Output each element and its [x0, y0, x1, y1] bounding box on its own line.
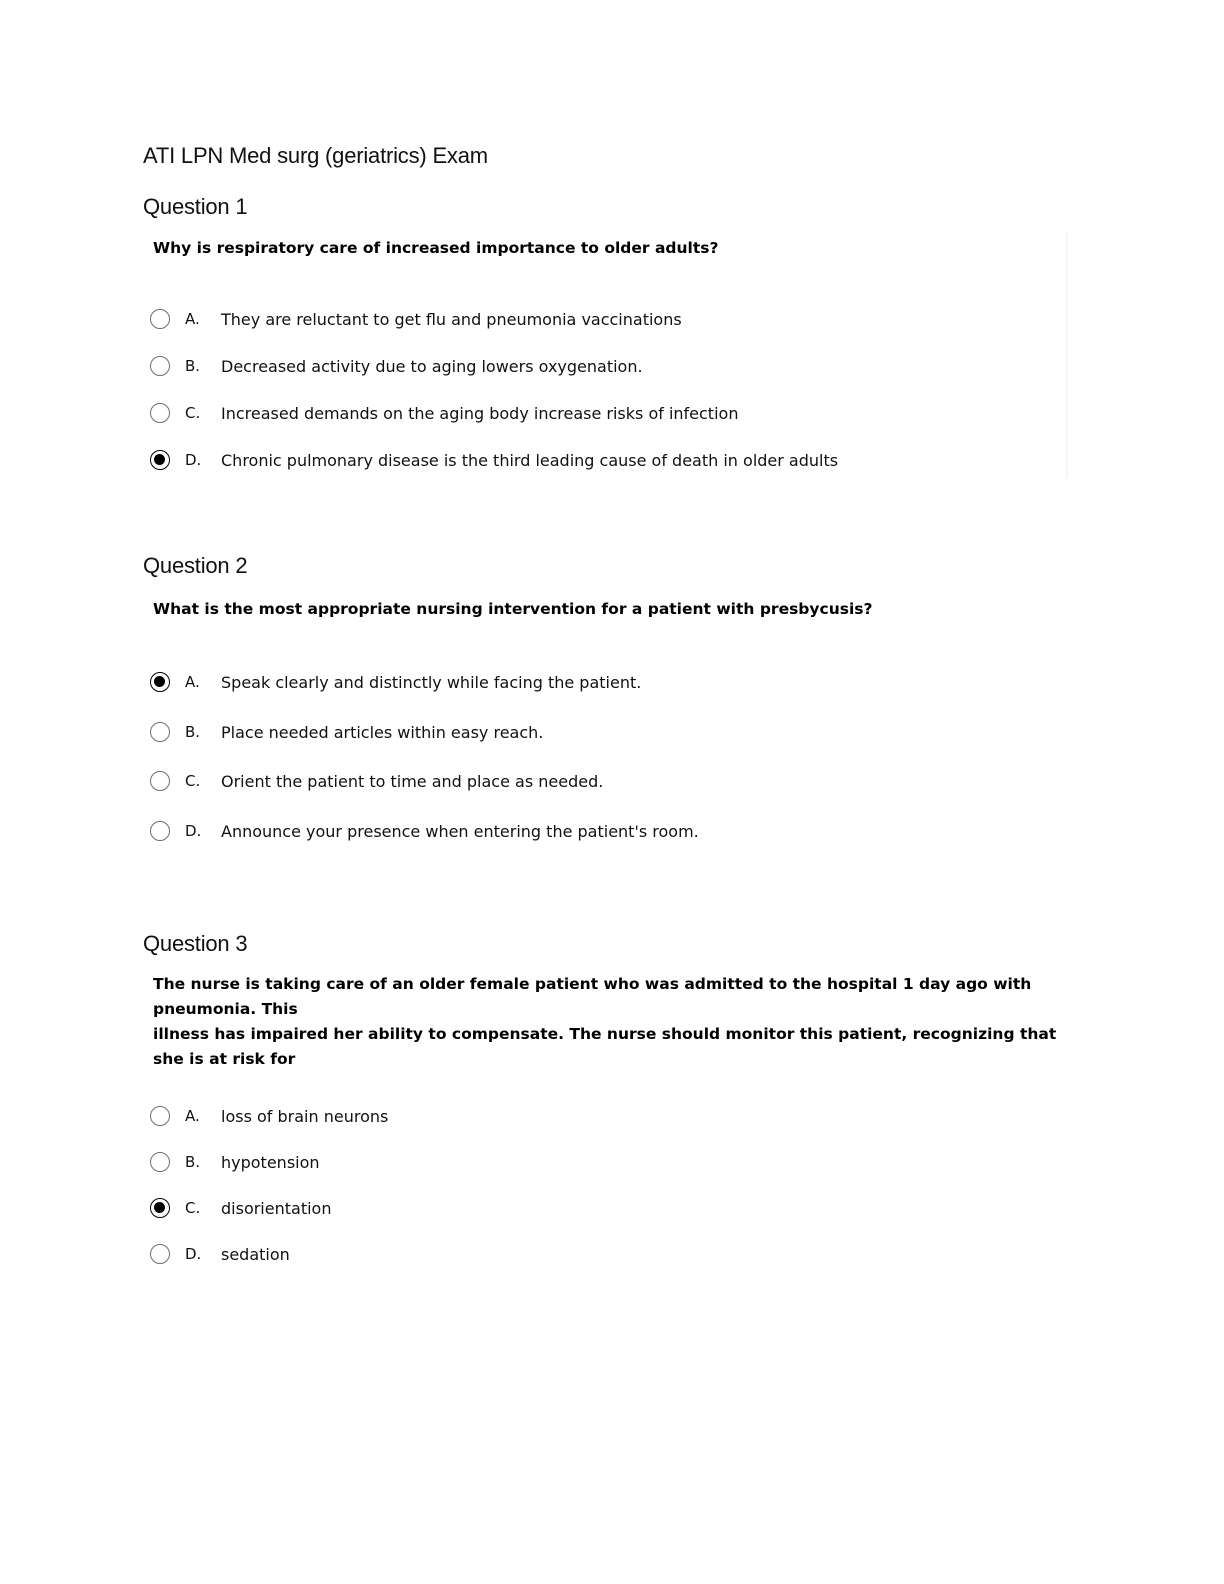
question-1-option-b[interactable] — [150, 354, 643, 378]
option-letter: C. — [185, 404, 201, 422]
option-letter: A. — [185, 673, 200, 691]
option-text: Decreased activity due to aging lowers oxygenation. — [221, 356, 643, 376]
question-2-option-b[interactable] — [150, 720, 543, 744]
question-2-option-d[interactable] — [150, 819, 699, 843]
option-text: Announce your presence when entering the patient's room. — [221, 821, 699, 841]
question-3-prompt-line-1: The nurse is taking care of an older female patient who was admitted to the hospital 1 day ago with pneumonia. This — [153, 975, 1032, 1018]
question-1-option-a[interactable] — [150, 307, 682, 331]
option-letter: B. — [185, 723, 201, 741]
radio-button-icon[interactable] — [150, 309, 170, 329]
option-text: disorientation — [221, 1198, 332, 1218]
document-title: ATI LPN Med surg (geriatrics) Exam — [143, 143, 488, 168]
question-2-block — [150, 597, 1070, 841]
question-3-prompt-line-2: illness has impaired her ability to compensate. The nurse should monitor this patient, recognizing that she is at risk for — [153, 1025, 1057, 1068]
question-3-option-d[interactable] — [150, 1242, 290, 1266]
option-letter: C. — [185, 1199, 201, 1217]
option-letter: D. — [185, 822, 202, 840]
radio-button-selected-icon[interactable] — [150, 1198, 170, 1218]
option-letter: B. — [185, 357, 201, 375]
radio-button-icon[interactable] — [150, 403, 170, 423]
radio-button-selected-icon[interactable] — [150, 450, 170, 470]
option-text: hypotension — [221, 1152, 320, 1172]
option-text: They are reluctant to get flu and pneumonia vaccinations — [221, 309, 682, 329]
question-3-option-a[interactable] — [150, 1104, 388, 1128]
question-1-option-c[interactable] — [150, 401, 738, 425]
question-1-prompt: Why is respiratory care of increased importance to older adults? — [153, 239, 719, 257]
question-3-block — [150, 972, 1070, 1264]
question-1-block — [150, 236, 1070, 470]
option-letter: C. — [185, 772, 201, 790]
question-3-heading: Question 3 — [143, 931, 248, 956]
option-text: Orient the patient to time and place as needed. — [221, 771, 604, 791]
option-text: Increased demands on the aging body increase risks of infection — [221, 403, 739, 423]
option-text: sedation — [221, 1244, 290, 1264]
question-2-heading: Question 2 — [143, 553, 248, 578]
option-letter: B. — [185, 1153, 201, 1171]
question-1-option-d[interactable] — [150, 448, 838, 472]
option-letter: D. — [185, 451, 202, 469]
radio-button-icon[interactable] — [150, 821, 170, 841]
option-text: loss of brain neurons — [221, 1106, 389, 1126]
question-3-option-b[interactable] — [150, 1150, 320, 1174]
question-2-prompt: What is the most appropriate nursing intervention for a patient with presbycusis? — [153, 600, 873, 618]
question-1-heading: Question 1 — [143, 194, 248, 219]
question-2-option-c[interactable] — [150, 769, 603, 793]
radio-button-icon[interactable] — [150, 1152, 170, 1172]
radio-button-icon[interactable] — [150, 771, 170, 791]
question-2-option-a[interactable] — [150, 670, 641, 694]
option-letter: A. — [185, 1107, 200, 1125]
question-3-option-c[interactable] — [150, 1196, 331, 1220]
option-text: Place needed articles within easy reach. — [221, 722, 544, 742]
option-letter: A. — [185, 310, 200, 328]
radio-button-selected-icon[interactable] — [150, 672, 170, 692]
option-text: Chronic pulmonary disease is the third leading cause of death in older adults — [221, 450, 839, 470]
radio-button-icon[interactable] — [150, 356, 170, 376]
option-text: Speak clearly and distinctly while facing the patient. — [221, 672, 642, 692]
radio-button-icon[interactable] — [150, 1244, 170, 1264]
option-letter: D. — [185, 1245, 202, 1263]
radio-button-icon[interactable] — [150, 722, 170, 742]
radio-button-icon[interactable] — [150, 1106, 170, 1126]
divider — [1066, 232, 1068, 478]
